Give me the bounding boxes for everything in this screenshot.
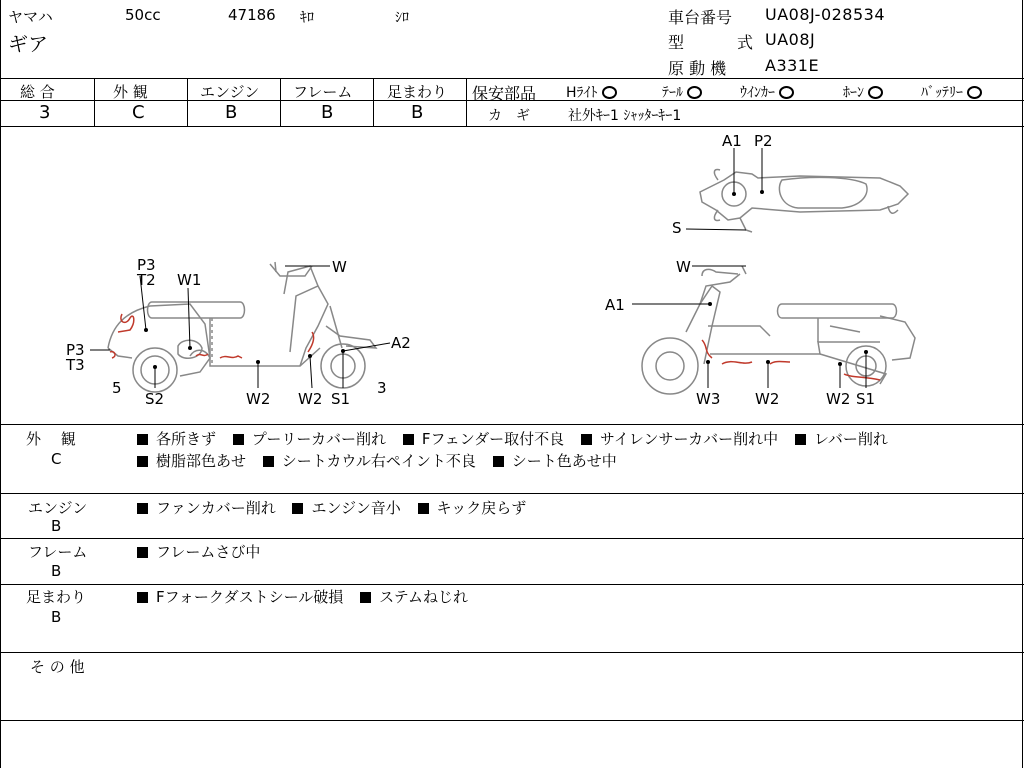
grade-suspension-label: 足まわり xyxy=(387,83,448,101)
remark-exterior-title: 外 観 xyxy=(26,430,76,448)
grade-frame-value: B xyxy=(321,102,334,123)
grade-exterior-label: 外 観 xyxy=(113,83,148,101)
remark-engine-grade: B xyxy=(51,517,62,535)
grade-engine-label: エンジン xyxy=(200,83,260,101)
label-p3-top: P3 xyxy=(137,256,156,274)
remarks-line-3 xyxy=(0,584,1024,585)
safety-battery xyxy=(921,82,982,102)
damage-mark-step xyxy=(220,356,242,358)
bullet-icon xyxy=(360,592,371,603)
ok-circle-icon xyxy=(779,86,794,99)
safety-headlight-label: Hﾗｲﾄ xyxy=(566,85,598,101)
grade-exterior-value: C xyxy=(132,102,145,123)
label-s-top: S xyxy=(672,219,682,237)
bullet-icon xyxy=(403,434,414,445)
safety-headlight xyxy=(566,82,617,102)
damage-mark-pulley xyxy=(196,354,208,356)
bullet-icon xyxy=(137,547,148,558)
frame-no-label: 車台番号 xyxy=(668,8,733,27)
grade-total-label: 総 合 xyxy=(20,83,55,101)
label-s2: S2 xyxy=(145,390,165,408)
bullet-icon xyxy=(137,434,148,445)
safety-tail xyxy=(662,82,702,102)
label-s1-left: S1 xyxy=(331,390,351,408)
safety-horn xyxy=(843,82,883,102)
bullet-icon xyxy=(581,434,592,445)
ok-circle-icon xyxy=(687,86,702,99)
safety-horn-label: ﾎｰﾝ xyxy=(843,85,864,101)
damage-mark-step-right xyxy=(722,362,790,365)
engine-value: A331E xyxy=(765,56,820,75)
remark-suspension-title: 足まわり xyxy=(26,588,87,606)
remarks-line-5 xyxy=(0,720,1024,721)
bullet-icon xyxy=(292,503,303,514)
scooter-top-view-icon xyxy=(700,169,908,232)
engine-label: 原 動 機 xyxy=(668,59,727,78)
label-w-handle-right: W xyxy=(676,258,691,276)
label-w3: W3 xyxy=(696,390,721,408)
label-s1-right: S1 xyxy=(856,390,876,408)
grade-engine-value: B xyxy=(225,102,238,123)
safety-battery-label: ﾊﾞｯﾃﾘｰ xyxy=(921,85,963,101)
model-name: ギア xyxy=(8,32,48,56)
key-value: 社外ｷｰ1 ｼｬｯﾀｰｷｰ1 xyxy=(568,108,682,124)
label-three: 3 xyxy=(377,379,387,397)
label-p3-left: P3 xyxy=(66,341,85,359)
mileage: 47186 xyxy=(228,6,276,24)
ok-circle-icon xyxy=(967,86,982,99)
type-value: UA08J xyxy=(765,30,816,49)
label-t3: T3 xyxy=(66,356,85,374)
label-w2-left-a: W2 xyxy=(246,390,271,408)
label-w2-right-a: W2 xyxy=(755,390,780,408)
label-a2: A2 xyxy=(391,334,411,352)
remarks-line-4 xyxy=(0,652,1024,653)
grade-divider-3 xyxy=(280,78,281,126)
remark-frame-line1: フレームさび中 xyxy=(137,541,272,562)
remark-exterior-line1: 各所きず プーリーカバー削れ Fフェンダー取付不良 サイレンサーカバー削れ中 レバー削れ xyxy=(137,428,900,449)
remark-suspension-grade: B xyxy=(51,608,62,626)
grades-top-line xyxy=(0,78,1024,79)
safety-label: 保安部品 xyxy=(472,84,537,103)
label-a1-top: A1 xyxy=(722,132,742,150)
frame-no: UA08J-028534 xyxy=(765,5,886,24)
grade-divider-4 xyxy=(373,78,374,126)
remark-other-title: そ の 他 xyxy=(30,658,85,676)
label-t2: T2 xyxy=(137,271,156,289)
remarks-line-2 xyxy=(0,538,1024,539)
remark-exterior-line2: 樹脂部色あせ シートカウル右ペイント不良 シート色あせ中 xyxy=(137,450,629,471)
grade-divider-1 xyxy=(94,78,95,126)
bullet-icon xyxy=(137,503,148,514)
remarks-line-1 xyxy=(0,493,1024,494)
label-p2: P2 xyxy=(754,132,773,150)
remark-engine-line1: ファンカバー削れ エンジン音小 キック戻らず xyxy=(137,497,538,518)
grade-suspension-value: B xyxy=(411,102,424,123)
remark-frame-grade: B xyxy=(51,562,62,580)
displacement: 50cc xyxy=(125,6,161,24)
grade-divider-5 xyxy=(466,78,467,126)
key-label: カ ギ xyxy=(488,108,530,124)
remark-suspension-line1: Fフォークダストシール破損 ステムねじれ xyxy=(137,586,480,607)
bullet-icon xyxy=(233,434,244,445)
color: ｼﾛ xyxy=(395,10,409,26)
grade-divider-2 xyxy=(187,78,188,126)
bullet-icon xyxy=(137,592,148,603)
maker: ヤマハ xyxy=(8,8,53,26)
remark-engine-title: エンジン xyxy=(28,499,88,517)
damage-mark-front-right xyxy=(702,340,712,358)
type-label-1: 型 xyxy=(668,33,685,52)
grade-frame-label: フレーム xyxy=(293,83,353,101)
grade-total-value: 3 xyxy=(39,102,51,123)
type-label-2: 式 xyxy=(737,33,754,52)
remark-frame-title: フレーム xyxy=(28,543,88,561)
bullet-icon xyxy=(493,456,504,467)
label-a1-side: A1 xyxy=(605,296,625,314)
label-w-handle-left: W xyxy=(332,258,347,276)
scooter-right-side-icon xyxy=(642,266,915,394)
bullet-icon xyxy=(795,434,806,445)
mileage-unit: ｷﾛ xyxy=(300,10,314,26)
label-w2-left-b: W2 xyxy=(298,390,323,408)
bullet-icon xyxy=(137,456,148,467)
label-w2-right-b: W2 xyxy=(826,390,851,408)
ok-circle-icon xyxy=(868,86,883,99)
bullet-icon xyxy=(263,456,274,467)
ok-circle-icon xyxy=(602,86,617,99)
safety-tail-label: ﾃｰﾙ xyxy=(662,85,683,101)
safety-winker xyxy=(740,82,794,102)
label-five: 5 xyxy=(112,379,122,397)
remark-exterior-grade: C xyxy=(51,450,62,468)
label-w1: W1 xyxy=(177,271,202,289)
bullet-icon xyxy=(418,503,429,514)
safety-winker-label: ｳｲﾝｶｰ xyxy=(740,85,775,101)
